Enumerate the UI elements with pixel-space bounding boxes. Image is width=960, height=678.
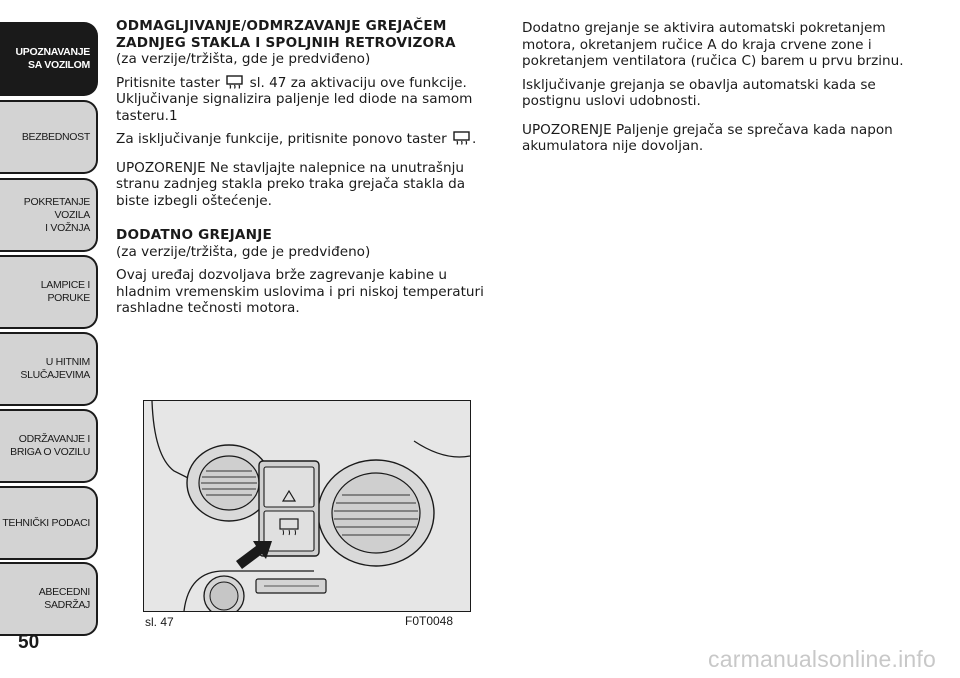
tab-odrzavanje[interactable]: ODRŽAVANJE I BRIGA O VOZILU [0,409,98,483]
left-column [116,18,496,324]
figure-code: F0T0048 [405,614,454,628]
text-fragment: Za isključivanje funkcije, pritisnite ponovo taster [116,131,447,147]
slider-control [256,579,326,593]
paragraph-heating-activation: Dodatno grejanje se aktivira automatski pokretanjem motora, okretanjem ručice A do kraja crvene zone i pokretanjem ventilatora (ručica C) barem u prvu brzinu. [522,20,904,69]
tab-lampice-i-poruke[interactable]: LAMPICE I PORUKE [0,255,98,329]
paragraph-activate [116,75,496,125]
tab-u-hitnim-slucajevima[interactable]: U HITNIM SLUČAJEVIMA [0,332,98,406]
tab-pokretanje-vozila[interactable]: POKRETANJE VOZILA I VOŽNJA [0,178,98,252]
rear-defrost-icon [453,131,470,145]
right-air-vent [318,460,434,566]
paragraph-extra-heating: Ovaj uređaj dozvoljava brže zagrevanje kabine u hladnim vremenskim uslovima i pri niskoj temperaturi rashladne tečnosti motora. [116,267,484,316]
figure-caption: sl. 47 [145,615,174,629]
section-subtitle-defrost: (za verzije/tržišta, gde je predviđeno) [116,51,371,67]
warning-battery: UPOZORENJE Paljenje grejača se sprečava kada napon akumulatora nije dovoljan. [522,121,893,154]
right-column [522,20,927,162]
warning-stickers: UPOZORENJE Ne stavljajte nalepnice na unutrašnju stranu zadnjeg stakla preko traka grejača stakla da biste izbegli oštećenje. [116,159,466,209]
text-fragment: sl. 47 za aktivaciju ove funkcije. Uključivanje signalizira paljenje led diode na samom tasteru.1 [116,74,473,124]
tab-tehnicki-podaci[interactable]: TEHNIČKI PODACI [0,486,98,560]
paragraph-deactivate [116,131,496,148]
dashboard-illustration [143,400,471,612]
dashboard-drawing [144,401,470,611]
text-fragment: Pritisnite taster [116,74,220,91]
text-fragment: . [472,131,477,147]
site-watermark: carmanualsonline.info [708,646,936,672]
tab-upoznavanje-sa-vozilom[interactable]: UPOZNAVANJE SA VOZILOM [0,22,98,96]
tab-bezbednost[interactable]: BEZBEDNOST [0,100,98,174]
heater-knob [204,576,244,611]
section-subtitle-extra-heating: (za verzije/tržišta, gde je predviđeno) [116,243,371,260]
section-heading-defrost: ODMAGLJIVANJE/ODMRZAVANJE GREJAČEM ZADNJEG STAKLA I SPOLJNIH RETROVIZORA [116,18,456,51]
tab-abecedni-sadrzaj[interactable]: ABECEDNI SADRŽAJ [0,562,98,636]
page-number: 50 [18,632,40,653]
paragraph-heating-deactivation: Isključivanje grejanja se obavlja automatski kada se postignu uslovi udobnosti. [522,76,876,109]
rear-defrost-icon [226,75,243,89]
section-heading-extra-heating: DODATNO GREJANJE [116,227,272,243]
